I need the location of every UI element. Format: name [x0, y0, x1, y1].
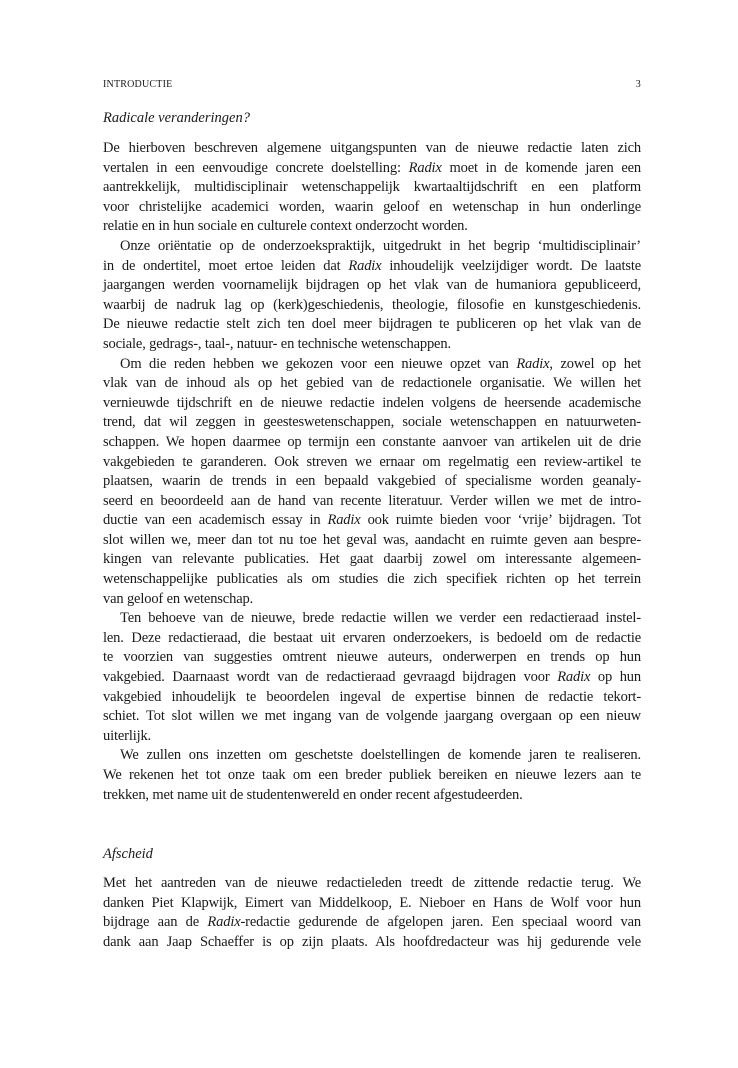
section-body-afscheid [103, 874, 641, 952]
text-line: De hierboven beschreven algemene uitgangspunten van de nieuwe redactie laten zich [103, 140, 641, 156]
journal-title: Radix [408, 159, 442, 176]
text-line: Met het aantreden van de nieuwe redactieleden treedt de zittende redactie terug. We [103, 875, 641, 891]
text-line: ductie van een academisch essay in Radix ook ruimte bieden voor ‘vrije’ bijdragen. Tot [103, 512, 641, 529]
text-line: We zullen ons inzetten om geschetste doelstellingen de komende jaren te realiseren. [120, 747, 641, 764]
text-line: len. Deze redactieraad, die bestaat uit ervaren onderzoekers, is bedoeld om de redactie [103, 629, 641, 646]
text-line: danken Piet Klapwijk, Eimert van Middelkoop, E. Nieboer en Hans de Wolf voor hun [103, 894, 641, 911]
text-line: bijdrage aan de Radix-redactie gedurende de afgelopen jaren. Een speciaal woord van [103, 914, 641, 931]
text-line: wetenschappelijke publicaties als om studies die zich specifiek richten op het terrein [103, 571, 641, 588]
page-number: 3 [635, 79, 641, 90]
text-line: schappen. We hopen daarmee op termijn een constante aanvoer van artikelen uit de drie [103, 433, 641, 450]
text-line: De nieuwe redactie stelt zich ten doel meer bijdragen te publiceren op het vlak van de [103, 316, 641, 333]
journal-title: Radix [516, 355, 550, 372]
text-line: te voorzien van suggesties omtrent nieuwe auteurs, onderwerpen en trends op hun [103, 649, 641, 666]
text-line: in de ondertitel, moet ertoe leiden dat Radix inhoudelijk veelzijdiger wordt. De laatste [103, 257, 641, 274]
text-line: schiet. Tot slot willen we met ingang van de volgende jaargang overgaan op een nieuw [103, 708, 641, 725]
text-line: voor christelijke academici worden, waarin geloof en wetenschap in hun onderlinge [103, 198, 641, 215]
text-line: jaargangen werden voornamelijk bijdragen op het vlak van de humaniora gepubliceerd, [103, 277, 641, 294]
running-head-title: INTRODUCTIE [103, 79, 173, 90]
text-line: trekken, met name uit de studentenwereld en onder recent afgestudeerden. [103, 786, 523, 803]
text-line: uiterlijk. [103, 727, 152, 744]
text-line: Ten behoeve van de nieuwe, brede redactie willen we verder een redactieraad instel- [120, 610, 641, 627]
journal-title: Radix [557, 669, 591, 686]
text-line: vakgebied inhoudelijk te beoordelen ingeval de expertise binnen de redactie tekort- [103, 688, 641, 705]
journal-title: Radix [207, 914, 241, 931]
text-line: vlak van de inhoud als op het gebied van de redactionele organisatie. We willen het [103, 375, 641, 392]
text-line: slot willen we, meer dan tot nu toe het geval was, aandacht en ruimte geven aan bespre- [103, 531, 641, 548]
text-line: vakgebieden te garanderen. Ook streven we ernaar om regelmatig een review-artikel te [103, 453, 641, 470]
text-line: dank aan Jaap Schaeffer is op zijn plaats. Als hoofdredacteur was hij gedurende vele [103, 933, 641, 950]
text-line: waarbij de nadruk lag op (kerk)geschiedenis, theologie, filosofie en kunstgeschiedenis. [103, 296, 641, 313]
text-line: seerd en beoordeeld aan de hand van recente literatuur. Verder willen we met de intro- [103, 492, 641, 509]
text-line: We rekenen het tot onze taak om een breder publiek bereiken en nieuwe lezers aan te [103, 767, 641, 783]
text-line: Onze oriëntatie op de onderzoekspraktijk, uitgedrukt in het begrip ‘multidisciplinair’ [120, 237, 641, 254]
section-heading-afscheid: Afscheid [103, 846, 153, 862]
journal-title: Radix [348, 257, 382, 274]
journal-title: Radix [327, 512, 361, 529]
text-line: vernieuwde tijdschrift en de nieuwe redactie indelen volgens de heersende academische [103, 394, 641, 411]
text-line: vertalen in een eenvoudige concrete doelstelling: Radix moet in de komende jaren een [103, 159, 641, 176]
text-line: sociale, gedrags-, taal-, natuur- en technische wetenschappen. [103, 335, 451, 352]
text-line: plaatsen, waarin de trends in een bepaald vakgebied of specialisme worden geanaly- [103, 473, 641, 490]
section-heading-radicale: Radicale veranderingen? [103, 110, 250, 126]
text-line: Om die reden hebben we gekozen voor een nieuwe opzet van Radix, zowel op het [120, 355, 641, 372]
text-line: aantrekkelijk, multidisciplinair wetenschappelijk kwartaaltijdschrift en een platform [103, 179, 641, 196]
text-line: kingen van relevante publicaties. Het gaat daarbij zowel om interessante algemeen- [103, 551, 641, 568]
text-line: vakgebied. Daarnaast wordt van de redactieraad gevraagd bijdragen voor Radix op hun [103, 669, 641, 686]
text-line: trend, dat wil zeggen in geesteswetenschappen, sociale wetenschappen en natuurweten- [103, 414, 641, 431]
section-body-radicale [103, 139, 641, 805]
text-line: relatie en in hun sociale en culturele context onderzocht worden. [103, 218, 468, 235]
text-line: van geloof en wetenschap. [103, 590, 254, 607]
